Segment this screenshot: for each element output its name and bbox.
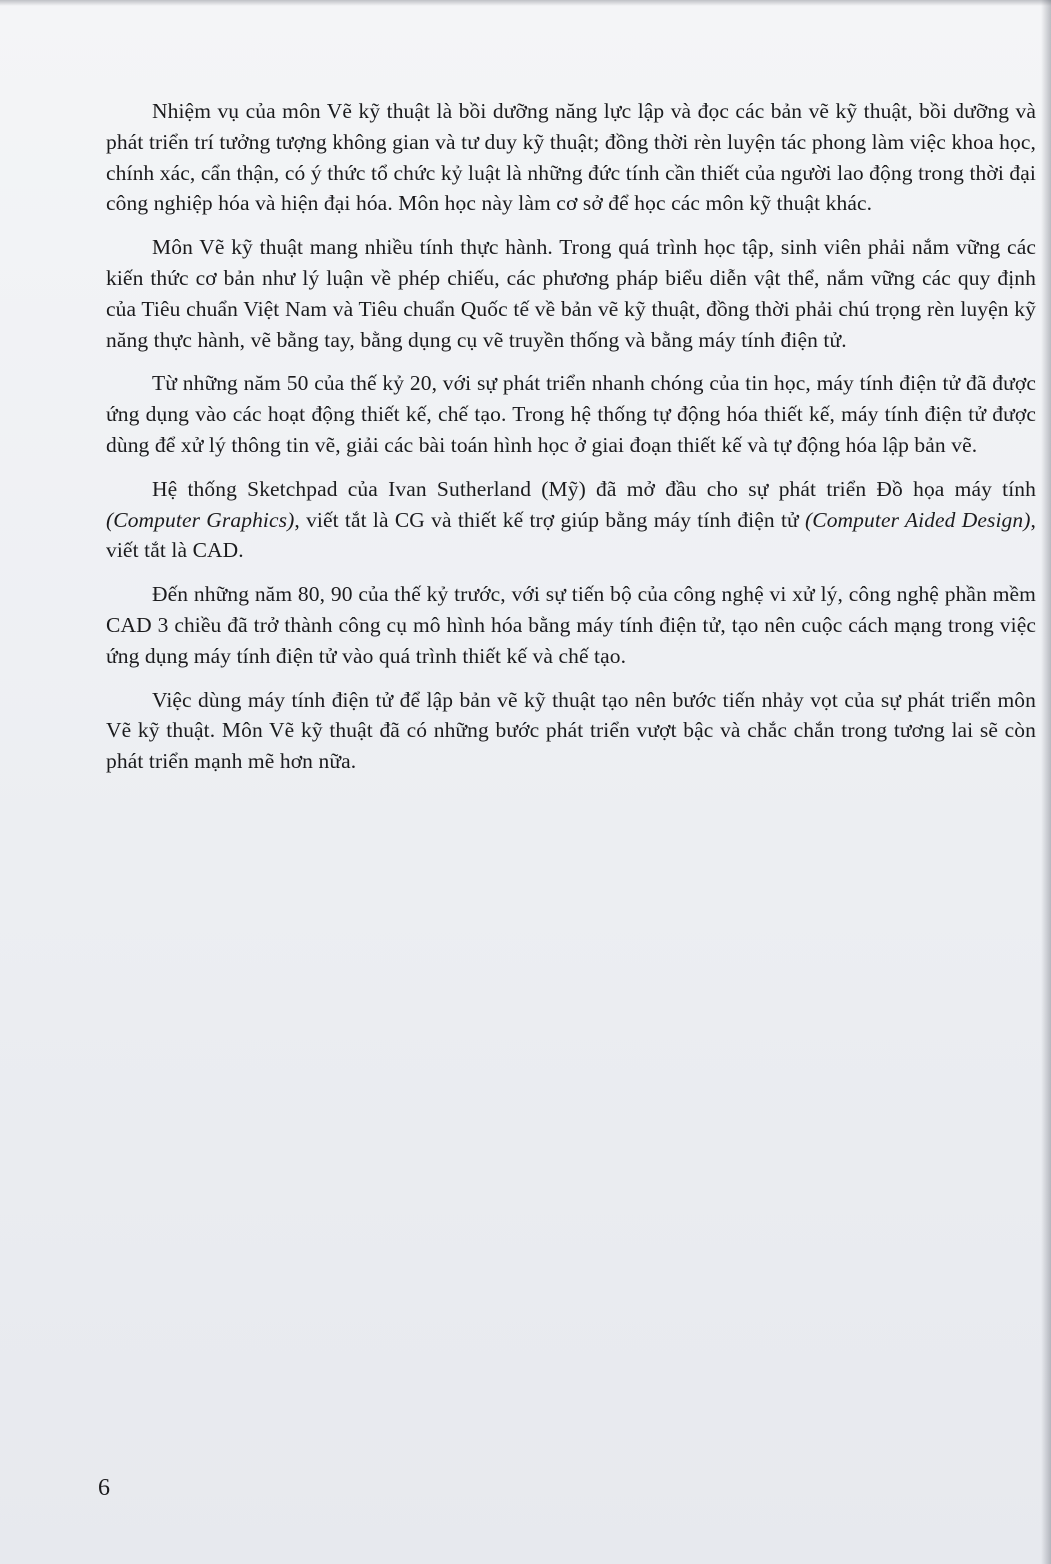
page-top-edge (0, 0, 1051, 6)
paragraph-2 (106, 232, 1036, 355)
body-text (106, 96, 1036, 790)
paragraph-3 (106, 368, 1036, 460)
paragraph-4-term-cg: (Computer Graphics) (106, 507, 295, 532)
paragraph-5 (106, 579, 1036, 671)
paragraph-3-text: Từ những năm 50 của thế kỷ 20, với sự phát triển nhanh chóng của tin học, máy tính điện tử đã được ứng dụng vào các hoạt động thiết kế, chế tạo. Trong hệ thống tự động hóa thiết kế, máy tính điện tử được dùng để xử lý thông tin vẽ, giải các bài toán hình học ở giai đoạn thiết kế và tự động hóa lập bản vẽ. (106, 371, 1036, 457)
paragraph-1-text: Nhiệm vụ của môn Vẽ kỹ thuật là bồi dưỡng năng lực lập và đọc các bản vẽ kỹ thuật, bồi dưỡng và phát triển trí tưởng tượng không gian và tư duy kỹ thuật; đồng thời rèn luyện tác phong làm việc khoa học, chính xác, cẩn thận, có ý thức tổ chức kỷ luật là những đức tính cần thiết của người lao động trong thời đại công nghiệp hóa và hiện đại hóa. Môn học này làm cơ sở để học các môn kỹ thuật khác. (106, 99, 1036, 216)
page-edge-shadow (1041, 0, 1051, 1564)
paragraph-4 (106, 474, 1036, 566)
paragraph-4-text-a: Hệ thống Sketchpad của Ivan Sutherland (Mỹ) đã mở đầu cho sự phát triển Đồ họa máy tính (152, 476, 1036, 501)
paragraph-4-text-b: , viết tắt là CG và thiết kế trợ giúp bằng máy tính điện tử (294, 507, 805, 532)
paragraph-6 (106, 685, 1036, 777)
paragraph-4-term-cad: (Computer Aided Design) (805, 507, 1031, 532)
paragraph-4-text-c: , viết tắt là CAD. (106, 507, 1037, 563)
paragraph-5-text: Đến những năm 80, 90 của thế kỷ trước, với sự tiến bộ của công nghệ vi xử lý, công nghệ phần mềm CAD 3 chiều đã trở thành công cụ mô hình hóa bằng máy tính điện tử, tạo nên cuộc cách mạng trong việc ứng dụng máy tính điện tử vào quá trình thiết kế và chế tạo. (106, 582, 1036, 668)
paragraph-6-text: Việc dùng máy tính điện tử để lập bản vẽ kỹ thuật tạo nên bước tiến nhảy vọt của sự phát triển môn Vẽ kỹ thuật. Môn Vẽ kỹ thuật đã có những bước phát triển vượt bậc và chắc chắn trong tương lai sẽ còn phát triển mạnh mẽ hơn nữa. (106, 687, 1036, 774)
paragraph-1 (106, 96, 1036, 219)
page-number: 6 (98, 1475, 110, 1501)
paragraph-2-text: Môn Vẽ kỹ thuật mang nhiều tính thực hành. Trong quá trình học tập, sinh viên phải nắm vững các kiến thức cơ bản như lý luận về phép chiếu, các phương pháp biểu diễn vật thể, nắm vững các quy định của Tiêu chuẩn Việt Nam và Tiêu chuẩn Quốc tế về bản vẽ kỹ thuật, đồng thời phải chú trọng rèn luyện kỹ năng thực hành, vẽ bằng tay, bằng dụng cụ vẽ truyền thống và bằng máy tính điện tử. (106, 235, 1036, 352)
